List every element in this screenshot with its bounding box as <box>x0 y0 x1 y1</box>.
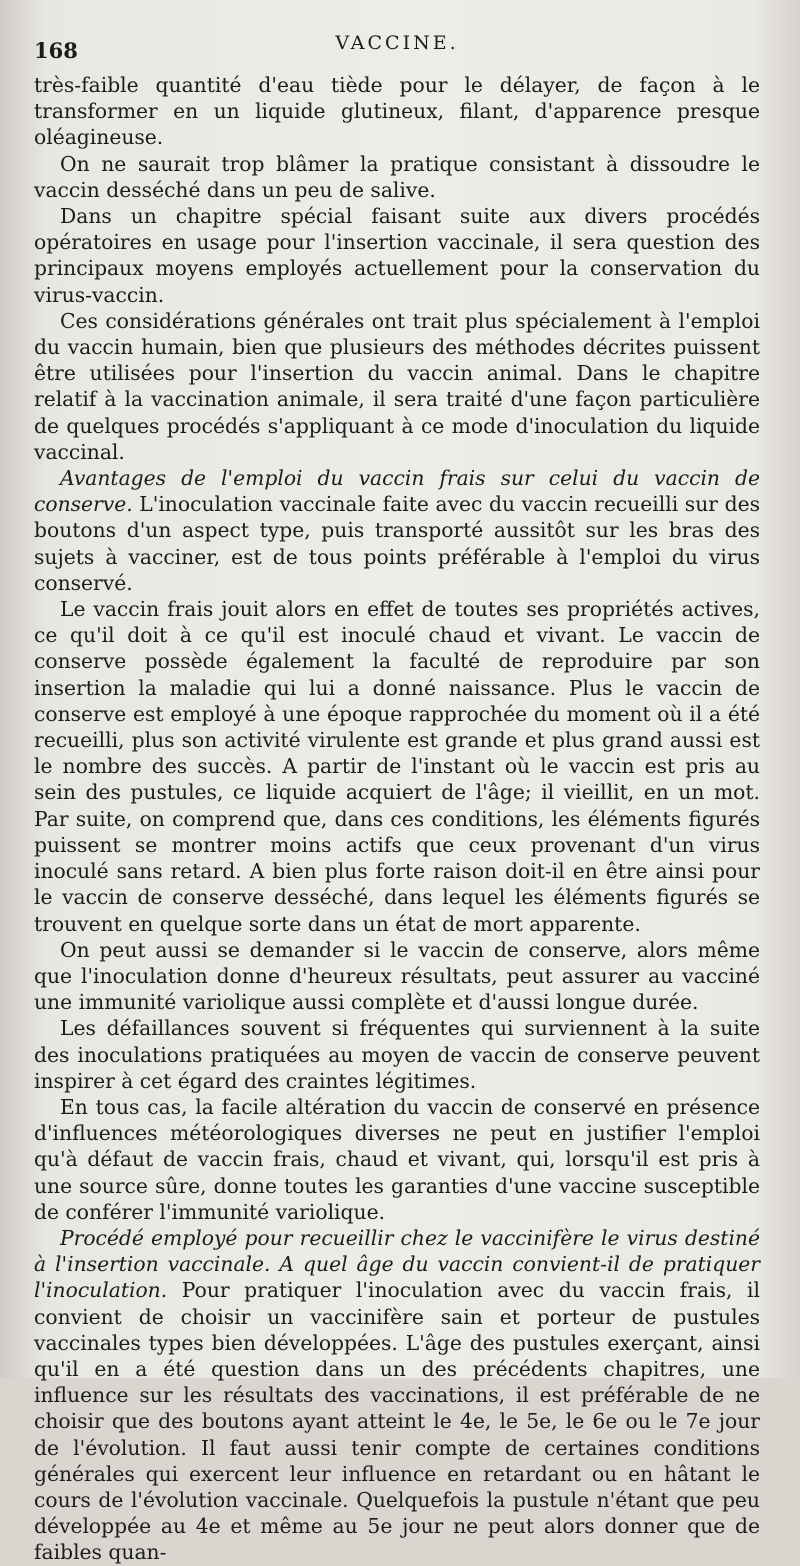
paragraph: Les défaillances souvent si fréquentes qui surviennent à la suite des inoculations pratiquées au moyen de vaccin de conserve peuvent inspirer à cet égard des craintes légitimes. <box>34 1016 760 1093</box>
paragraph-text: L'inoculation vaccinale faite avec du vaccin recueilli sur des boutons d'un aspect type, puis transporté aussitôt sur les bras des sujets à vacciner, est de tous points préférable à l'emploi du virus conservé. <box>34 492 760 595</box>
section-heading-italic: Procédé employé pour recueillir chez le vaccinifère le virus destiné à l'insertion vaccinale. A quel âge du vaccin convient-il de pratiquer l'inoculation. <box>34 1225 760 1303</box>
paragraph: Ces considérations générales ont trait plus spécialement à l'emploi du vaccin humain, bien que plusieurs des méthodes décrites puissent être utilisées pour l'insertion du vaccin animal. Dans le chapitre relatif à la vaccination animale, il sera traité d'une façon particulière de quelques procédés s'appliquant à ce mode d'inoculation du liquide vaccinal. <box>34 308 760 464</box>
running-title: VACCINE. <box>335 32 459 54</box>
paragraph: On peut aussi se demander si le vaccin de conserve, alors même que l'inoculation donne d'heureux résultats, peut assurer au vacciné une immunité variolique aussi complète et d'aussi longue durée. <box>34 937 760 1015</box>
paragraph: On ne saurait trop blâmer la pratique consistant à dissoudre le vaccin desséché dans un peu de salive. <box>34 151 760 202</box>
page-number: 168 <box>34 38 78 63</box>
paragraph: Dans un chapitre spécial faisant suite aux divers procédés opératoires en usage pour l'insertion vaccinale, il sera question des principaux moyens employés actuellement pour la conservation du virus-vaccin. <box>34 204 760 307</box>
paragraph: En tous cas, la facile altération du vaccin de conservé en présence d'influences météorologiques diverses ne peut en justifier l'emploi qu'à défaut de vaccin frais, chaud et vivant, qui, lorsqu'il est pris à une source sûre, donne toutes les garanties d'une vaccine susceptible de conférer l'immunité variolique. <box>34 1094 760 1224</box>
running-head <box>34 28 760 72</box>
paragraph <box>34 1225 760 1566</box>
paragraph <box>34 465 760 596</box>
paragraph: très-faible quantité d'eau tiède pour le délayer, de façon à le transformer en un liquide glutineux, filant, d'apparence presque oléagineuse. <box>34 73 760 150</box>
body-text <box>34 72 760 1566</box>
paragraph: Le vaccin frais jouit alors en effet de toutes ses propriétés actives, ce qu'il doit à ce qu'il est inoculé chaud et vivant. Le vaccin de conserve possède également la faculté de reproduire par son insertion la maladie qui lui a donné naissance. Plus le vaccin de conserve est employé à une époque rapprochée du moment où il a été recueilli, plus son activité virulente est grande et plus grand aussi est le nombre des succès. A partir de l'instant où le vaccin est pris au sein des pustules, ce liquide acquiert de l'âge; il vieillit, en un mot. Par suite, on comprend que, dans ces conditions, les éléments figurés puissent se montrer moins actifs que ceux provenant d'un virus inoculé sans retard. A bien plus forte raison doit-il en être ainsi pour le vaccin de conserve desséché, dans lequel les éléments figurés se trouvent en quelque sorte dans un état de mort apparente. <box>34 597 760 936</box>
section-heading-italic: Avantages de l'emploi du vaccin frais sur celui du vaccin de conserve. <box>34 466 760 517</box>
paragraph-text: Pour pratiquer l'inoculation avec du vaccin frais, il convient de choisir un vaccinifère sain et porteur de pustules vaccinales types bien développées. L'âge des pustules exerçant, ainsi qu'il en a été question dans un des précédents chapitres, une influence sur les résultats des vaccinations, il est préférable de ne choisir que des boutons ayant atteint le 4e, le 5e, le 6e ou le 7e jour de l'évolution. Il faut aussi tenir compte de certaines conditions générales qui exercent leur influence en retardant ou en hâtant le cours de l'évolution vaccinale. Quelquefois la pustule n'étant que peu développée au 4e et même au 5e jour ne peut alors donner que de faibles quan- <box>34 1278 760 1565</box>
